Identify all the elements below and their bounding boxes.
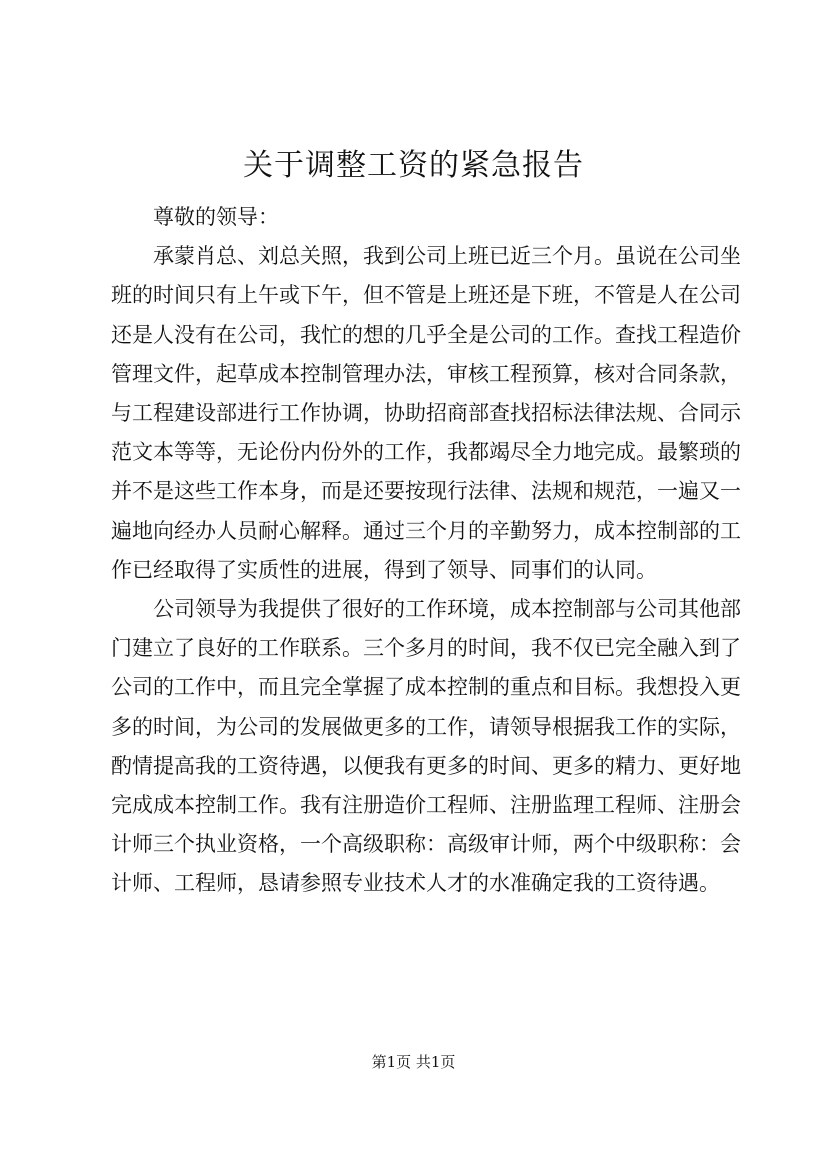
page-number-footer: 第1页 共1页 — [371, 1053, 456, 1071]
salutation: 尊敬的领导： — [153, 205, 279, 229]
document-body — [111, 198, 741, 904]
paragraph-1: 承蒙肖总、刘总关照，我到公司上班已近三个月。虽说在公司坐班的时间只有上午或下午，但不管是上班还是下班，不管是人在公司还是人没有在公司，我忙的想的几乎全是公司的工作。查找工程造价管理文件，起草成本控制管理办法，审核工程预算，核对合同条款，与工程建设部进行工作协调，协助招商部查找招标法律法规、合同示范文本等等，无论份内份外的工作，我都竭尽全力地完成。最繁琐的并不是这些工作本身，而是还要按现行法律、法规和规范，一遍又一遍地向经办人员耐心解释。通过三个月的辛勤努力，成本控制部的工作已经取得了实质性的进展，得到了领导、同事们的认同。 — [111, 244, 741, 582]
document-title: 关于调整工资的紧急报告 — [243, 148, 584, 183]
paragraph-2: 公司领导为我提供了很好的工作环境，成本控制部与公司其他部门建立了良好的工作联系。三个多月的时间，我不仅已完全融入到了公司的工作中，而且完全掌握了成本控制的重点和目标。我想投入更多的时间，为公司的发展做更多的工作，请领导根据我工作的实际，酌情提高我的工资待遇，以便我有更多的时间、更多的精力、更好地完成成本控制工作。我有注册造价工程师、注册监理工程师、注册会计师三个执业资格，一个高级职称：高级审计师，两个中级职称：会计师、工程师，恳请参照专业技术人才的水准确定我的工资待遇。 — [111, 597, 741, 896]
